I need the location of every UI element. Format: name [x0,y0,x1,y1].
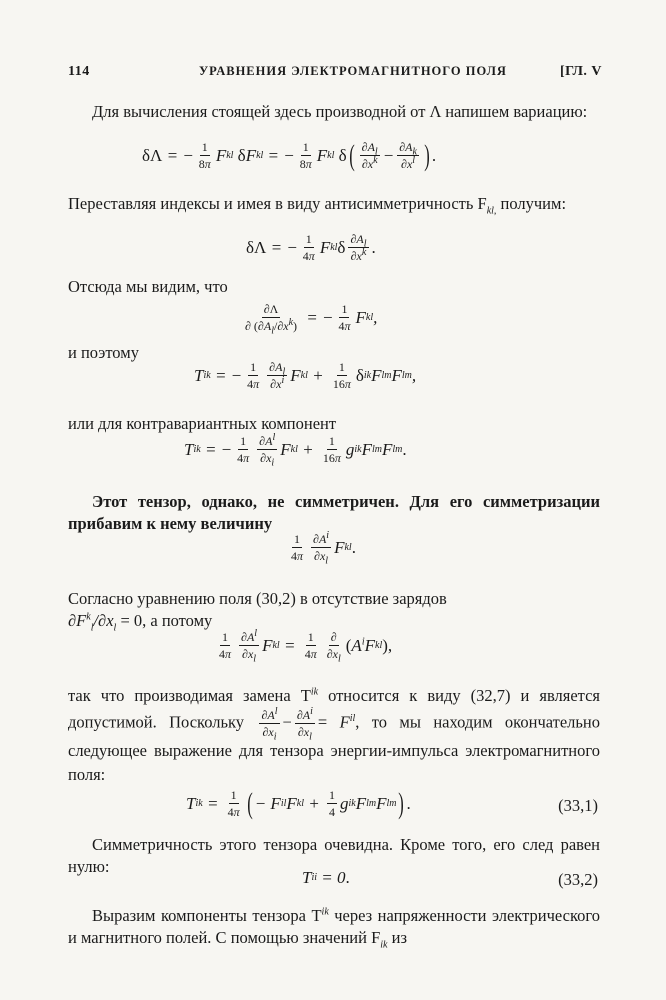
paragraph-variation: Для вычисления стоящей здесь производной от Λ напишем вариацию: [92,102,588,121]
chapter-label: [ГЛ. V [560,64,602,79]
paragraph-hence: Отсюда мы видим, что [68,277,228,296]
equation-mixed-tensor: T i k = − $\frac{1}{4\pi}$ $\frac{\partial A_l}{\partial x^i}$ F kl + $\frac{1}{16\pi}$ δ i k F lm F lm , [194,360,417,391]
equation-variation: δΛ = − $\frac{1}{8\pi}$ F kl δ F kl = − $\frac{1}{8\pi}$ F kl δ ( $\frac{\partial A_l}{\partial x^k}$ − $\frac{\partial A_k}{\partial x^l}$ ) . [142,138,437,172]
equation-derivative: $\frac{\partial\Lambda}{\partial (\partial A_l/\partial x^k)}$ = − $\frac{1}{4\pi}$ F kl , [245,302,378,337]
equation-divergence: $\frac{1}{4\pi}$ $\frac{\partial A^l}{\partial x_l}$ F k l = $\frac{1}{4\pi}$ $\frac{\partial}{\partial x_l}$ ( $A^iF$ k l ), [219,628,393,665]
paragraph-replacement: так что производимая замена $T^{ik}$ относится к виду (32,7) и является допустимой. Поскольку $\frac{\partial A^l}{\partial x_i}$ − $\frac{\partial A^i}{\partial x_l}$ = $F^{il}$, то мы находим окончательно следующее выражение для тензора энергии-импульса электромагнитного поля: [68,686,601,784]
page-number: 114 [68,64,90,79]
equation-variation-2: δΛ = − $\frac{1}{4\pi}$ F kl δ $\frac{\partial A_l}{\partial x^k}$ . [246,232,376,263]
paragraph-trace: Симметричность этого тензора очевидна. Кроме того, его след равен нулю: [68,835,600,876]
paragraph-field-strengths: Выразим компоненты тензора $T^{ik}$ через напряженности электрического и магнитного полей. С помощью значений $F_{ik}$ из [68,906,600,951]
equation-contravariant-tensor: T ik = − $\frac{1}{4\pi}$ $\frac{\partial A^l}{\partial x_i}$ F k l + $\frac{1}{16\pi}$ g ik F lm F lm . [184,432,407,469]
paragraph-symmetrization: Этот тензор, однако, не симметричен. Для его симметризации прибавим к нему величину [68,492,600,533]
equation-number-33-2: (33,2) [558,870,598,889]
paragraph-contravariant: или для контравариантных компонент [68,414,337,433]
equation-33-2: T i i = 0 . [302,868,350,887]
equation-number-33-1: (33,1) [558,796,598,815]
paragraph-field-equation: Согласно уравнению поля (30,2) в отсутствие зарядов $\partial F^k_l/\partial x_l = 0$, а потому [68,589,447,634]
paragraph-antisymmetry: Переставляя индексы и имея в виду антисимметричность $F_{kl,}$ получим: [68,194,567,217]
running-title: УРАВНЕНИЯ ЭЛЕКТРОМАГНИТНОГО ПОЛЯ [199,64,507,78]
paragraph-therefore: и поэтому [68,343,139,362]
equation-added-quantity: $\frac{1}{4\pi}$ $\frac{\partial A^i}{\partial x_l}$ F k l . [291,530,356,567]
equation-33-1: T ik = $\frac{1}{4\pi}$ ( − F il F k l + $\frac{1}{4}$ g ik F lm F lm ) . [186,786,411,820]
